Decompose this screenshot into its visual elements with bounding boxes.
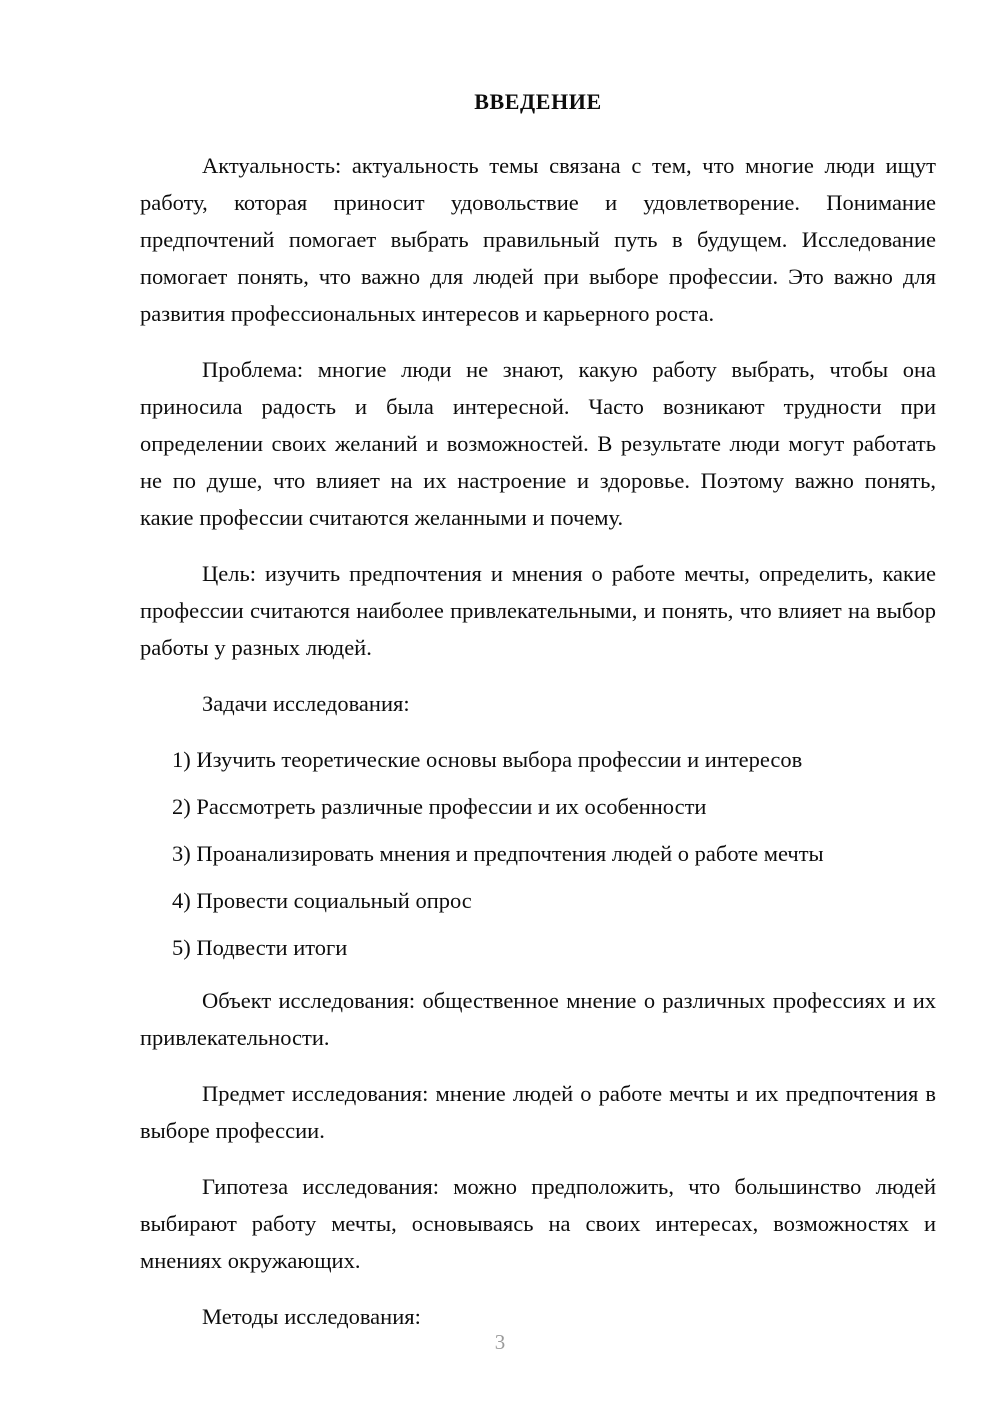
paragraph-relevance: Актуальность: актуальность темы связана с тем, что многие люди ищут работу, которая приносит удовольствие и удовлетворение. Понимание предпочтений помогает выбрать правильный путь в будущем. Исследование помогает понять, что важно для людей при выборе профессии. Это важно для развития профессиональных интересов и карьерного роста.: [140, 152, 936, 326]
tasks-heading: Задачи исследования:: [202, 690, 410, 716]
paragraph-goal: Цель: изучить предпочтения и мнения о работе мечты, определить, какие профессии считаются наиболее привлекательными, и понять, что влияет на выбор работы у разных людей.: [140, 560, 936, 660]
list-item: 3) Проанализировать мнения и предпочтения людей о работе мечты: [172, 840, 824, 866]
list-item: 5) Подвести итоги: [172, 934, 348, 960]
list-item: 1) Изучить теоретические основы выбора профессии и интересов: [172, 746, 803, 772]
list-item: 2) Рассмотреть различные профессии и их особенности: [172, 793, 707, 819]
paragraph-problem: Проблема: многие люди не знают, какую работу выбрать, чтобы она приносила радость и была интересной. Часто возникают трудности при определении своих желаний и возможностей. В результате люди могут работать не по душе, что влияет на их настроение и здоровье. Поэтому важно понять, какие профессии считаются желанными и почему.: [140, 356, 936, 530]
page-title: ВВЕДЕНИЕ: [474, 89, 602, 114]
page-number: 3: [494, 1330, 506, 1354]
list-item: 4) Провести социальный опрос: [172, 887, 472, 913]
paragraph-object: Объект исследования: общественное мнение о различных профессиях и их привлекательности.: [140, 987, 936, 1050]
paragraph-hypothesis: Гипотеза исследования: можно предположить, что большинство людей выбирают работу мечты, основываясь на своих интересах, возможностях и мнениях окружающих.: [140, 1173, 936, 1273]
paragraph-subject: Предмет исследования: мнение людей о работе мечты и их предпочтения в выборе профессии.: [140, 1080, 936, 1143]
methods-heading: Методы исследования:: [202, 1303, 421, 1329]
tasks-list: [140, 741, 936, 966]
page-content: [140, 88, 936, 1354]
